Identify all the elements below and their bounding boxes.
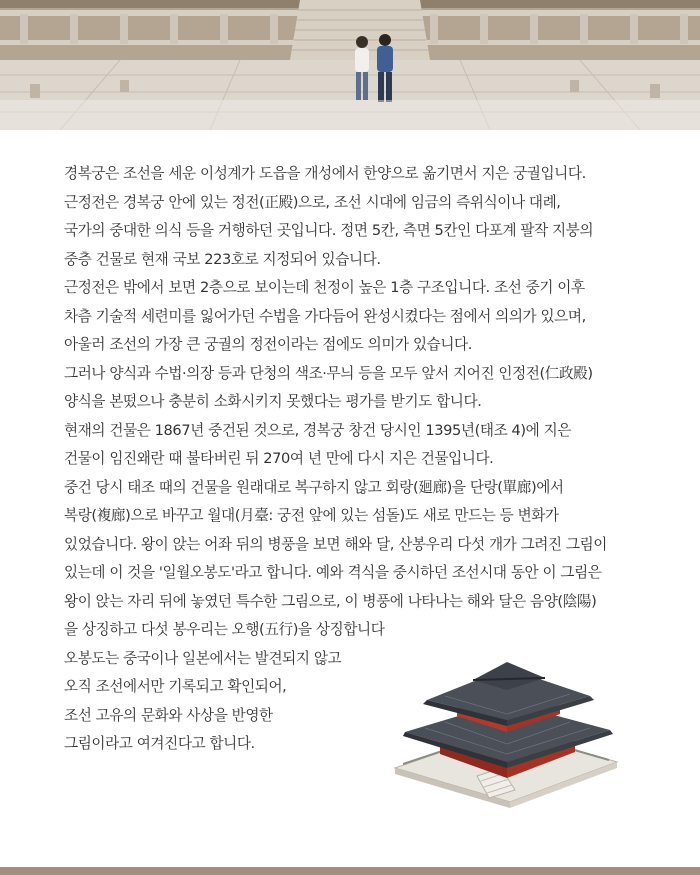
text-line: 을 상징하고 다섯 봉우리는 오행(五行)을 상징합니다 — [64, 621, 385, 638]
text-line: 양식을 본떴으나 충분히 소화시키지 못했다는 평가를 받기도 합니다. — [64, 393, 482, 410]
text-line: 조선 고유의 문화와 사상을 반영한 — [64, 706, 273, 724]
text-line: 있었습니다. 왕이 앉는 어좌 뒤의 병풍을 보면 해와 달, 산봉우리 다섯 개가 그려진 그림이 — [64, 535, 608, 553]
text-line: 중층 건물로 현재 국보 223호로 지정되어 있습니다. — [64, 250, 381, 268]
text-line: 있는데 이 것을 '일월오봉도'라고 합니다. 예와 격식을 중시하던 조선시대 동안 이 그림은 — [64, 564, 602, 581]
text-line: 근정전은 밖에서 보면 2층으로 보이는데 천정이 높은 1층 구조입니다. 조선 중기 이후 — [64, 279, 585, 296]
text-line: 차츰 기술적 세련미를 잃어가던 수법을 가다듬어 완성시켰다는 점에서 의의가 있으며, — [64, 307, 586, 325]
text-line: 국가의 중대한 의식 등을 거행하던 곳입니다. 정면 5칸, 측면 5칸인 다포계 팔작 지붕의 — [64, 222, 594, 239]
text-line: 현재의 건물은 1867년 중건된 것으로, 경복궁 창건 당시인 1395년(태조 4)에 지은 — [64, 421, 572, 439]
bottom-bar — [0, 867, 700, 875]
text-line: 그러나 양식과 수법·의장 등과 단청의 색조·무늬 등을 모두 앞서 지어진 인정전(仁政殿) — [64, 364, 593, 382]
geunjeongjeon-model-icon — [385, 650, 625, 810]
text-line: 그림이라고 여겨진다고 합니다. — [64, 735, 255, 752]
text-line: 왕이 앉는 자리 뒤에 놓였던 특수한 그림으로, 이 병풍에 나타나는 해와 달은 음양(陰陽) — [64, 592, 597, 610]
text-line: 건물이 임진왜란 때 불타버린 뒤 270여 년 만에 다시 지은 건물입니다. — [64, 450, 494, 467]
text-line: 경복궁은 조선을 세운 이성계가 도읍을 개성에서 한양으로 옮기면서 지은 궁궐입니다. — [64, 165, 586, 182]
text-line: 근정전은 경복궁 안에 있는 정전(正殿)으로, 조선 시대에 임금의 즉위식이나 대례, — [64, 193, 561, 211]
palace-courtyard-photo-icon — [0, 0, 700, 130]
text-line: 중건 당시 태조 때의 건물을 원래대로 복구하지 않고 회랑(廻廊)을 단랑(單廊)에서 — [64, 478, 564, 496]
text-line: 오봉도는 중국이나 일본에서는 발견되지 않고 — [64, 649, 342, 667]
text-line: 오직 조선에서만 기록되고 확인되어, — [64, 678, 287, 695]
text-line: 복랑(複廊)으로 바꾸고 월대(月臺: 궁전 앞에 있는 섬돌)도 새로 만드는 등 변화가 — [64, 507, 559, 524]
text-line: 아울러 조선의 가장 큰 궁궐의 정전이라는 점에도 의미가 있습니다. — [64, 336, 472, 353]
